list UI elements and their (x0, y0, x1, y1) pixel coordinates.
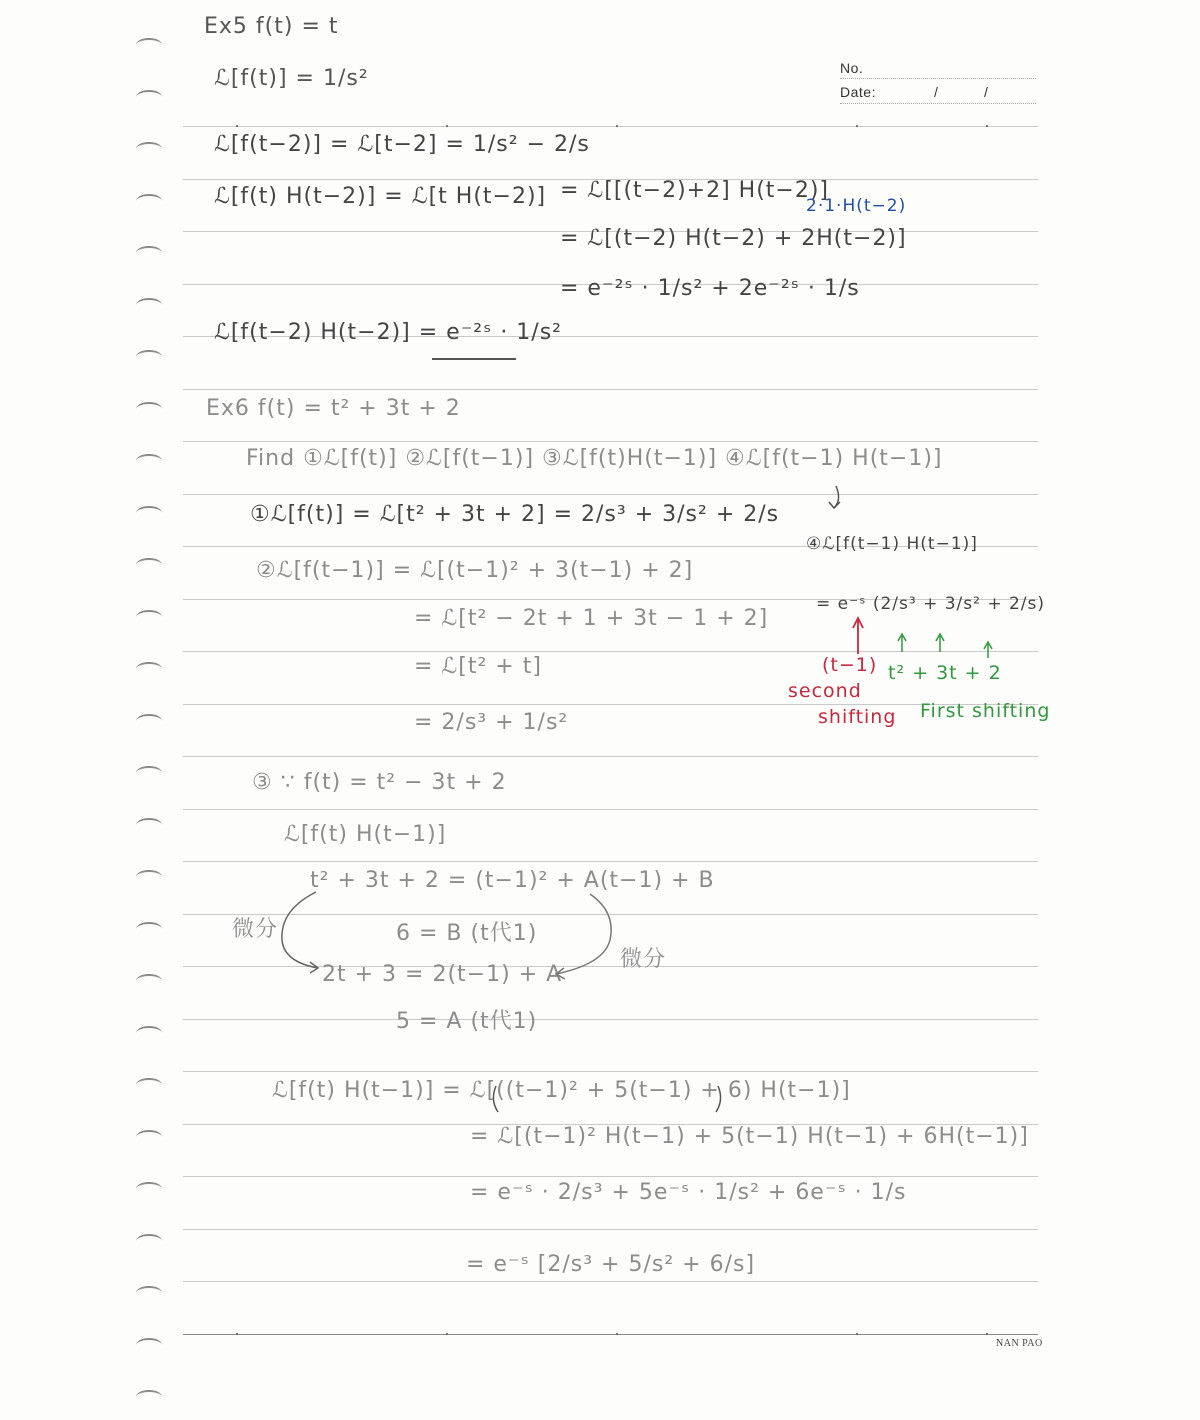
red-note-2: shifting (818, 706, 897, 728)
green-label: t² + 3t + 2 (888, 662, 1002, 684)
ex6-part3-b: ℒ[f(t) H(t−1)] (284, 822, 447, 847)
date-separator: / (984, 84, 989, 100)
ex5-blue-note: 2·1·H(t−2) (806, 196, 907, 216)
ex6-part3-d: 6 = B (t代1) (396, 921, 538, 946)
bracket-right (716, 1086, 721, 1112)
number-label: No. (840, 60, 864, 76)
ex6-heading: Ex6 f(t) = t² + 3t + 2 (206, 396, 461, 421)
ex6-part3-a: ③ ∵ f(t) = t² − 3t + 2 (252, 770, 507, 795)
down-arrow-head (829, 502, 840, 508)
ex5-line3: ℒ[f(t) H(t−2)] = ℒ[t H(t−2)] (214, 184, 547, 209)
ex5-line5: = e⁻²ˢ · 1/s² + 2e⁻²ˢ · 1/s (560, 276, 860, 301)
ex5-heading: Ex5 f(t) = t (204, 14, 339, 39)
ex6-part2-b: = ℒ[t² − 2t + 1 + 3t − 1 + 2] (414, 606, 769, 631)
ex6-part3-h: = ℒ[(t−1)² H(t−1) + 5(t−1) H(t−1) + 6H(t−1)] (470, 1124, 1029, 1149)
diff-label-left: 微分 (232, 917, 279, 942)
ex6-part4-result: = e⁻ˢ (2/s³ + 3/s² + 2/s) (816, 594, 1046, 614)
red-note-1: second (788, 680, 862, 702)
ex6-part1: ①ℒ[f(t)] = ℒ[t² + 3t + 2] = 2/s³ + 3/s² + 2/s (250, 502, 780, 527)
ex5-line1: ℒ[f(t)] = 1/s² (214, 66, 369, 91)
right-curve-arrow (556, 894, 611, 974)
ex5-line3b: = ℒ[[(t−2)+2] H(t−2)] (560, 178, 830, 203)
ex6-part3-c: t² + 3t + 2 = (t−1)² + A(t−1) + B (310, 868, 715, 893)
ex5-line2: ℒ[f(t−2)] = ℒ[t−2] = 1/s² − 2/s (214, 132, 590, 157)
brand-label: NAN PAO (996, 1338, 1043, 1349)
ex6-part3-i: = e⁻ˢ · 2/s³ + 5e⁻ˢ · 1/s² + 6e⁻ˢ · 1/s (470, 1180, 907, 1205)
date-separator: / (934, 84, 939, 100)
ex6-find: Find ①ℒ[f(t)] ②ℒ[f(t−1)] ③ℒ[f(t)H(t−1)] ④ℒ[f(t−1) H(t−1)] (246, 446, 943, 471)
left-curve-arrow (282, 892, 318, 968)
ex6-part3-g: ℒ[f(t) H(t−1)] = ℒ[((t−1)² + 5(t−1) + 6) H(t−1)] (272, 1078, 851, 1103)
ex6-part3-f: 5 = A (t代1) (396, 1009, 538, 1034)
ex5-line4: = ℒ[(t−2) H(t−2) + 2H(t−2)] (560, 226, 907, 251)
ex6-part2-d: = 2/s³ + 1/s² (414, 710, 569, 735)
ex6-part2-c: = ℒ[t² + t] (414, 654, 542, 679)
ex6-part3-e: 2t + 3 = 2(t−1) + A (322, 962, 563, 987)
diff-label-right: 微分 (620, 947, 667, 972)
red-label: (t−1) (822, 654, 878, 676)
green-note: First shifting (920, 700, 1051, 722)
bracket-left (493, 1086, 498, 1112)
ex6-part2-a: ②ℒ[f(t−1)] = ℒ[(t−1)² + 3(t−1) + 2] (256, 558, 694, 583)
ex6-part3-j: = e⁻ˢ [2/s³ + 5/s² + 6/s] (466, 1252, 756, 1277)
date-label: Date: (840, 84, 876, 100)
ex5-line6: ℒ[f(t−2) H(t−2)] = e⁻²ˢ · 1/s² (214, 320, 563, 345)
ex6-part4-title: ④ℒ[f(t−1) H(t−1)] (806, 534, 978, 554)
